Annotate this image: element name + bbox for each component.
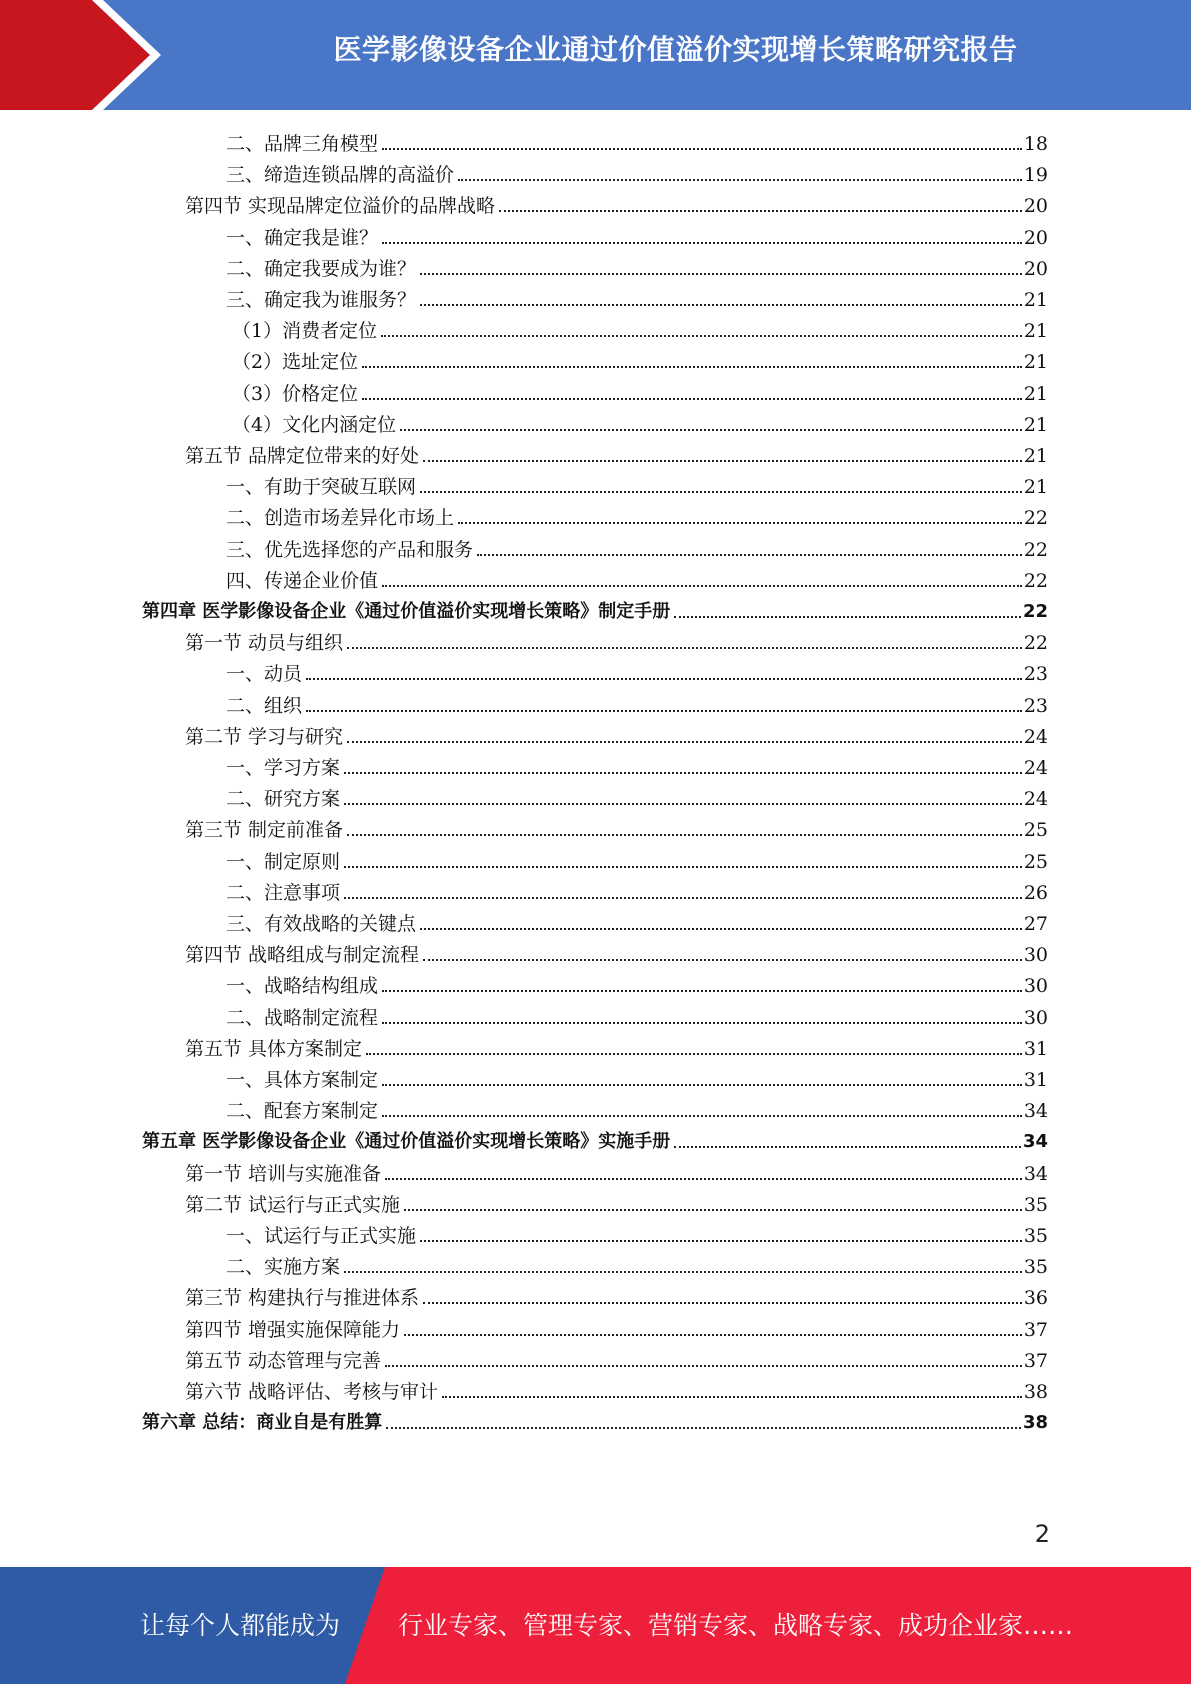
toc-entry-label: 三、有效战略的关键点 xyxy=(226,913,417,935)
toc-entry-page: 34 xyxy=(1023,1162,1048,1185)
toc-entry[interactable] xyxy=(226,783,1048,811)
toc-entry[interactable] xyxy=(226,846,1048,874)
toc-entry-label: 第三节 制定前准备 xyxy=(185,819,344,842)
toc-entry-page: 26 xyxy=(1023,881,1048,904)
toc-dot-leader xyxy=(499,210,1022,212)
toc-entry-page: 24 xyxy=(1023,788,1048,811)
toc-entry[interactable] xyxy=(226,253,1048,281)
toc-entry-label: 二、品牌三角模型 xyxy=(226,133,379,155)
toc-dot-leader xyxy=(382,1022,1022,1024)
toc-dot-leader xyxy=(344,1271,1022,1273)
toc-entry[interactable] xyxy=(226,1251,1048,1279)
toc-entry-label: 第五节 具体方案制定 xyxy=(185,1037,363,1060)
toc-entry[interactable] xyxy=(226,877,1048,905)
toc-entry-label: 三、优先选择您的产品和服务 xyxy=(226,538,474,561)
toc-entry[interactable] xyxy=(185,1282,1048,1310)
toc-entry[interactable] xyxy=(226,752,1048,780)
toc-entry-page: 31 xyxy=(1023,1037,1048,1060)
toc-entry-label: 一、动员 xyxy=(226,663,303,686)
toc-entry-label: 二、战略制定流程 xyxy=(226,1006,379,1029)
toc-entry[interactable] xyxy=(185,190,1048,218)
toc-dot-leader xyxy=(362,366,1022,368)
toc-entry[interactable] xyxy=(226,471,1048,499)
toc-entry-page: 36 xyxy=(1023,1287,1048,1310)
toc-dot-leader xyxy=(385,1365,1022,1367)
toc-entry-label: 二、组织 xyxy=(226,694,303,717)
toc-entry-label: （3）价格定位 xyxy=(232,382,359,405)
toc-entry-page: 22 xyxy=(1023,507,1048,530)
toc-entry-label: 第六章 总结：商业自是有胜算 xyxy=(142,1412,383,1434)
toc-entry-page: 22 xyxy=(1022,601,1048,622)
toc-entry-label: 一、确定我是谁？ xyxy=(226,226,379,249)
toc-entry[interactable] xyxy=(232,378,1048,406)
toc-entry[interactable] xyxy=(226,658,1048,686)
toc-dot-leader xyxy=(423,959,1022,961)
toc-dot-leader xyxy=(674,616,1021,618)
toc-entry-page: 21 xyxy=(1023,382,1048,405)
toc-entry[interactable] xyxy=(185,939,1048,967)
toc-entry[interactable] xyxy=(226,284,1048,312)
toc-dot-leader xyxy=(362,398,1022,400)
toc-entry-label: 第二节 试运行与正式实施 xyxy=(185,1193,401,1216)
footer-slogan-left: 让每个人都能成为 xyxy=(140,1611,341,1640)
toc-dot-leader xyxy=(382,1084,1022,1086)
toc-dot-leader xyxy=(420,273,1022,275)
toc-entry-label: 二、配套方案制定 xyxy=(226,1100,379,1123)
toc-entry-page: 20 xyxy=(1023,257,1048,280)
toc-dot-leader xyxy=(385,1178,1022,1180)
toc-entry-page: 25 xyxy=(1023,819,1048,842)
toc-entry-page: 24 xyxy=(1023,725,1048,748)
toc-dot-leader xyxy=(423,460,1022,462)
toc-entry-label: （4）文化内涵定位 xyxy=(232,413,397,436)
toc-entry[interactable] xyxy=(226,222,1048,250)
toc-dot-leader xyxy=(382,1115,1022,1117)
toc-entry-page: 35 xyxy=(1023,1193,1048,1216)
toc-dot-leader xyxy=(400,429,1022,431)
toc-entry-page: 22 xyxy=(1023,538,1048,561)
toc-entry-label: 三、确定我为谁服务？ xyxy=(226,289,417,311)
toc-dot-leader xyxy=(420,1240,1022,1242)
toc-dot-leader xyxy=(382,585,1022,587)
toc-entry-page: 31 xyxy=(1023,1069,1048,1091)
toc-entry[interactable] xyxy=(142,1126,1048,1154)
toc-entry-label: 第六节 战略评估、考核与审计 xyxy=(185,1381,439,1403)
toc-entry[interactable] xyxy=(185,721,1048,749)
toc-entry[interactable] xyxy=(226,1064,1048,1092)
toc-entry-label: 一、具体方案制定 xyxy=(226,1069,379,1091)
toc-dot-leader xyxy=(458,179,1022,181)
toc-entry[interactable] xyxy=(185,440,1048,468)
toc-entry-page: 20 xyxy=(1023,226,1048,249)
toc-entry-page: 38 xyxy=(1023,1381,1048,1403)
toc-dot-leader xyxy=(458,522,1022,524)
toc-entry-label: 第一节 培训与实施准备 xyxy=(185,1162,382,1185)
page-footer xyxy=(0,1567,1191,1684)
toc-entry-page: 25 xyxy=(1023,850,1048,873)
toc-dot-leader xyxy=(386,1427,1021,1429)
toc-entry-page: 23 xyxy=(1023,694,1048,717)
toc-entry[interactable] xyxy=(226,159,1048,187)
toc-dot-leader xyxy=(344,772,1022,774)
toc-entry-label: 第四章 医学影像设备企业《通过价值溢价实现增长策略》制定手册 xyxy=(142,601,671,622)
toc-entry[interactable] xyxy=(232,409,1048,437)
toc-entry-label: （1）消费者定位 xyxy=(232,320,378,343)
toc-entry-page: 21 xyxy=(1023,289,1048,311)
toc-entry[interactable] xyxy=(185,1314,1048,1342)
toc-dot-leader xyxy=(420,304,1022,306)
toc-entry-label: 四、传递企业价值 xyxy=(226,569,379,592)
toc-entry[interactable] xyxy=(226,908,1048,936)
toc-entry[interactable] xyxy=(185,1158,1048,1186)
toc-entry-label: 二、确定我要成为谁？ xyxy=(226,257,417,280)
toc-dot-leader xyxy=(344,866,1022,868)
toc-dot-leader xyxy=(423,1302,1022,1304)
toc-entry-label: 第四节 实现品牌定位溢价的品牌战略 xyxy=(185,195,496,218)
toc-entry[interactable] xyxy=(226,534,1048,562)
toc-dot-leader xyxy=(381,335,1022,337)
toc-entry-label: 二、实施方案 xyxy=(226,1256,341,1279)
toc-entry-label: 第四节 增强实施保障能力 xyxy=(185,1318,401,1341)
toc-dot-leader xyxy=(477,554,1022,556)
toc-entry-label: 第三节 构建执行与推进体系 xyxy=(185,1287,420,1310)
footer-slogan-right: 行业专家、管理专家、营销专家、战略专家、成功企业家…… xyxy=(398,1611,1074,1640)
toc-dot-leader xyxy=(442,1396,1022,1398)
toc-dot-leader xyxy=(366,1053,1022,1055)
toc-entry-page: 21 xyxy=(1023,413,1048,436)
toc-entry-page: 23 xyxy=(1023,663,1048,686)
page-number: 2 xyxy=(1034,1520,1050,1548)
report-title: 医学影像设备企业通过价值溢价实现增长策略研究报告 xyxy=(333,33,1018,66)
toc-entry-page: 34 xyxy=(1023,1100,1048,1123)
toc-entry-page: 37 xyxy=(1023,1318,1048,1341)
toc-dot-leader xyxy=(347,834,1022,836)
toc-dot-leader xyxy=(306,710,1022,712)
toc-dot-leader xyxy=(306,678,1022,680)
toc-entry-page: 19 xyxy=(1023,164,1048,187)
toc-entry-label: 二、研究方案 xyxy=(226,788,341,811)
toc-entry-label: 第五节 品牌定位带来的好处 xyxy=(185,445,420,467)
toc-dot-leader xyxy=(404,1334,1022,1336)
toc-entry-label: 第五节 动态管理与完善 xyxy=(185,1349,382,1372)
toc-entry-page: 30 xyxy=(1023,975,1048,998)
toc-entry[interactable] xyxy=(226,1220,1048,1248)
toc-entry[interactable] xyxy=(185,1033,1048,1061)
toc-entry[interactable] xyxy=(226,690,1048,718)
toc-dot-leader xyxy=(344,897,1022,899)
toc-entry-page: 20 xyxy=(1023,195,1048,218)
toc-entry[interactable] xyxy=(185,814,1048,842)
toc-dot-leader xyxy=(382,148,1022,150)
toc-dot-leader xyxy=(344,803,1022,805)
toc-entry-label: 二、创造市场差异化市场上 xyxy=(226,507,455,530)
toc-dot-leader xyxy=(382,990,1022,992)
toc-entry-page: 35 xyxy=(1023,1225,1048,1247)
toc-dot-leader xyxy=(347,647,1022,649)
toc-entry[interactable] xyxy=(226,565,1048,593)
toc-entry-label: 第一节 动员与组织 xyxy=(185,632,344,655)
toc-entry[interactable] xyxy=(185,1376,1048,1404)
toc-entry[interactable] xyxy=(185,1189,1048,1217)
toc-entry[interactable] xyxy=(142,1407,1048,1435)
toc-entry[interactable] xyxy=(142,596,1048,624)
toc-entry-label: 第二节 学习与研究 xyxy=(185,725,344,748)
toc-entry-page: 24 xyxy=(1023,757,1048,779)
toc-dot-leader xyxy=(420,491,1022,493)
toc-entry-page: 22 xyxy=(1023,569,1048,592)
toc-entry-page: 21 xyxy=(1023,445,1048,467)
toc-entry-page: 21 xyxy=(1023,476,1048,499)
toc-entry-label: 一、学习方案 xyxy=(226,757,341,779)
toc-entry-label: 一、有助于突破互联网 xyxy=(226,476,417,499)
toc-entry[interactable] xyxy=(226,1095,1048,1123)
toc-entry-page: 22 xyxy=(1023,632,1048,655)
toc-dot-leader xyxy=(404,1209,1022,1211)
toc-entry[interactable] xyxy=(226,970,1048,998)
toc-entry-label: 三、缔造连锁品牌的高溢价 xyxy=(226,164,455,187)
toc-entry-label: 第四节 战略组成与制定流程 xyxy=(185,944,420,967)
toc-entry-page: 37 xyxy=(1023,1349,1048,1372)
toc-entry-page: 21 xyxy=(1023,351,1048,374)
toc-entry-label: 一、战略结构组成 xyxy=(226,975,379,998)
page-header xyxy=(0,0,1191,110)
toc-entry-label: 第五章 医学影像设备企业《通过价值溢价实现增长策略》实施手册 xyxy=(142,1131,671,1153)
toc-entry-page: 34 xyxy=(1022,1131,1048,1153)
toc-entry[interactable] xyxy=(226,128,1048,156)
toc-entry-label: 一、制定原则 xyxy=(226,850,341,873)
toc-entry[interactable] xyxy=(185,627,1048,655)
toc-entry[interactable] xyxy=(232,346,1048,374)
toc-dot-leader xyxy=(347,741,1022,743)
toc-entry-label: （2）选址定位 xyxy=(232,351,359,374)
toc-entry-page: 27 xyxy=(1023,913,1048,935)
toc-dot-leader xyxy=(382,242,1022,244)
toc-dot-leader xyxy=(420,928,1022,930)
toc-entry-page: 30 xyxy=(1023,944,1048,967)
toc-entry-page: 35 xyxy=(1023,1256,1048,1279)
toc-entry-label: 二、注意事项 xyxy=(226,881,341,904)
toc-dot-leader xyxy=(674,1146,1021,1148)
toc-entry-page: 38 xyxy=(1022,1412,1048,1434)
toc-entry[interactable] xyxy=(226,1002,1048,1030)
toc-entry[interactable] xyxy=(226,502,1048,530)
toc-entry[interactable] xyxy=(232,315,1048,343)
toc-entry[interactable] xyxy=(185,1345,1048,1373)
toc-entry-page: 21 xyxy=(1023,320,1048,343)
toc-entry-page: 30 xyxy=(1023,1006,1048,1029)
toc-entry-label: 一、试运行与正式实施 xyxy=(226,1225,417,1247)
toc-entry-page: 18 xyxy=(1023,133,1048,155)
